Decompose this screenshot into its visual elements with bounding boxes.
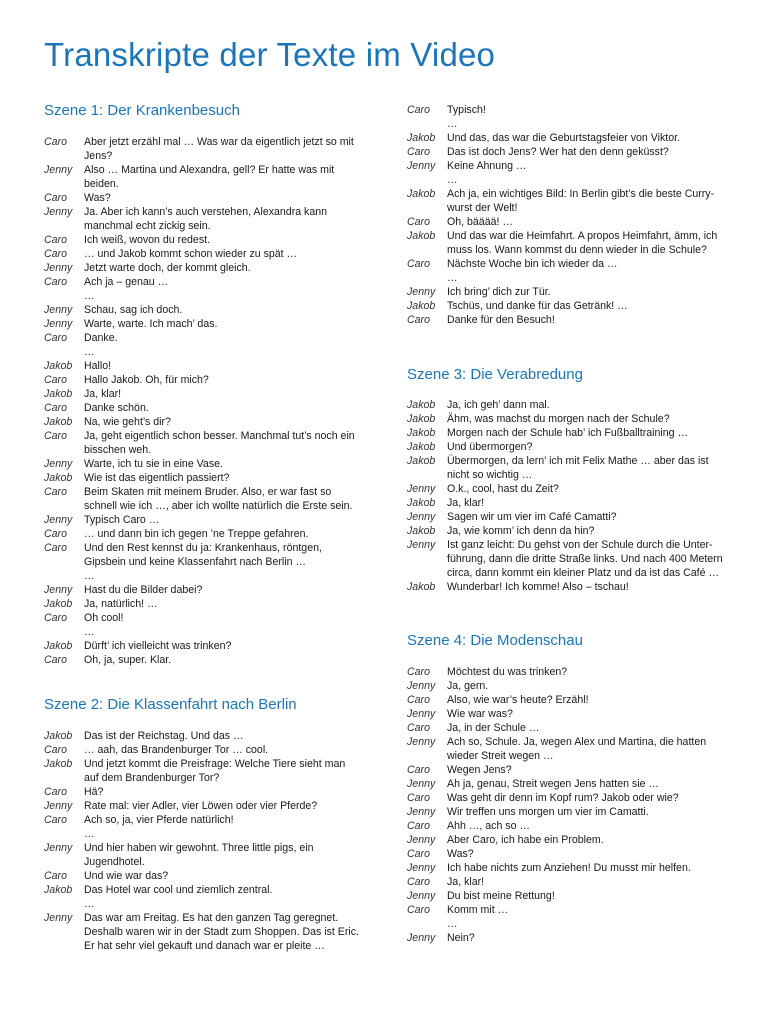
- transcript-line: [407, 903, 727, 917]
- transcript-line: [407, 875, 727, 889]
- speaker-name: Caro: [44, 332, 67, 344]
- dialogue-text: Nein?: [447, 932, 475, 944]
- dialogue-text: O.k., cool, hast du Zeit?: [447, 483, 559, 495]
- transcript-line: [44, 289, 364, 303]
- speaker-name: Jakob: [44, 884, 73, 896]
- speaker-name: Jenny: [44, 514, 73, 526]
- transcript-line: [407, 580, 727, 594]
- speaker-name: Caro: [44, 654, 67, 666]
- transcript-line: [407, 187, 727, 215]
- transcript-line: [407, 693, 727, 707]
- dialogue-text: Warte, ich tu sie in eine Vase.: [84, 458, 223, 470]
- transcript-line: [407, 159, 727, 173]
- speaker-name: Caro: [44, 528, 67, 540]
- dialogue-text: Das ist doch Jens? Wer hat den denn geküsst?: [447, 146, 669, 158]
- transcript-line: [44, 457, 364, 471]
- transcript-line: [407, 524, 727, 538]
- speaker-name: Jenny: [407, 539, 436, 551]
- transcript-line: [44, 345, 364, 359]
- transcript-line: [407, 861, 727, 875]
- scene-4-heading: Szene 4: Die Modenschau: [407, 632, 583, 649]
- transcript-line: [44, 597, 364, 611]
- transcript-line: [44, 513, 364, 527]
- speaker-name: Jenny: [407, 736, 436, 748]
- speaker-name: Caro: [44, 870, 67, 882]
- dialogue-text: Hallo Jakob. Oh, für mich?: [84, 374, 209, 386]
- dialogue-text: Ja, klar!: [447, 497, 485, 509]
- dialogue-text: Schau, sag ich doch.: [84, 304, 183, 316]
- speaker-name: Jakob: [44, 360, 73, 372]
- dialogue-text: Wegen Jens?: [447, 764, 512, 776]
- dialogue-text: Wunderbar! Ich komme! Also – tschau!: [447, 581, 629, 593]
- speaker-name: Caro: [44, 234, 67, 246]
- transcript-line: [44, 729, 364, 743]
- transcript-line: [44, 191, 364, 205]
- transcript-line: [407, 665, 727, 679]
- speaker-name: Jakob: [407, 188, 436, 200]
- scene-1-heading: Szene 1: Der Krankenbesuch: [44, 102, 240, 119]
- transcript-line: [407, 538, 727, 580]
- dialogue-text: … und Jakob kommt schon wieder zu spät …: [84, 248, 298, 260]
- dialogue-text: Und jetzt kommt die Preisfrage: Welche Tiere sieht man auf dem Brandenburger Tor?: [84, 758, 346, 784]
- speaker-name: Jenny: [407, 160, 436, 172]
- transcript-line: [44, 485, 364, 513]
- transcript-line: [407, 482, 727, 496]
- speaker-name: Caro: [44, 430, 67, 442]
- scene-2-heading: Szene 2: Die Klassenfahrt nach Berlin: [44, 696, 297, 713]
- dialogue-text: Hast du die Bilder dabei?: [84, 584, 203, 596]
- speaker-name: Jakob: [407, 399, 436, 411]
- transcript-line: [407, 271, 727, 285]
- transcript-line: [407, 833, 727, 847]
- transcript-line: [44, 911, 364, 953]
- transcript-line: [44, 373, 364, 387]
- transcript-line: [407, 847, 727, 861]
- speaker-name: Caro: [407, 904, 430, 916]
- transcript-line: [407, 229, 727, 257]
- dialogue-text: Ist ganz leicht: Du gehst von der Schule durch die Unter-führung, dann die dritte Straße links. Und nach 400 Metern circa, dann kommt ein kleiner Platz und da ist das Café …: [447, 539, 723, 579]
- transcript-line: [44, 743, 364, 757]
- speaker-name: Caro: [407, 820, 430, 832]
- transcript-line: [407, 440, 727, 454]
- speaker-name: Caro: [44, 612, 67, 624]
- transcript-line: [407, 285, 727, 299]
- transcript-line: [44, 813, 364, 827]
- dialogue-text: Jetzt warte doch, der kommt gleich.: [84, 262, 251, 274]
- dialogue-text: Ach so, ja, vier Pferde natürlich!: [84, 814, 234, 826]
- speaker-name: Caro: [44, 402, 67, 414]
- dialogue-text: …: [84, 626, 95, 638]
- speaker-name: Jenny: [44, 318, 73, 330]
- dialogue-text: Du bist meine Rettung!: [447, 890, 555, 902]
- dialogue-text: Nächste Woche bin ich wieder da …: [447, 258, 618, 270]
- dialogue-text: Oh cool!: [84, 612, 124, 624]
- transcript-line: [407, 117, 727, 131]
- speaker-name: Jenny: [407, 708, 436, 720]
- transcript-line: [44, 541, 364, 569]
- dialogue-text: Möchtest du was trinken?: [447, 666, 568, 678]
- speaker-name: Caro: [407, 216, 430, 228]
- transcript-line: [407, 931, 727, 945]
- dialogue-text: Na, wie geht’s dir?: [84, 416, 171, 428]
- dialogue-text: Keine Ahnung …: [447, 160, 527, 172]
- transcript-line: [44, 415, 364, 429]
- speaker-name: Caro: [407, 666, 430, 678]
- dialogue-text: Ja, geht eigentlich schon besser. Manchmal tut’s noch ein bisschen weh.: [84, 430, 355, 456]
- speaker-name: Jakob: [407, 441, 436, 453]
- scene-4-transcript: [407, 665, 727, 945]
- dialogue-text: Und wie war das?: [84, 870, 169, 882]
- transcript-line: [44, 611, 364, 625]
- transcript-line: [44, 471, 364, 485]
- dialogue-text: Ich weiß, wovon du redest.: [84, 234, 211, 246]
- transcript-line: [44, 303, 364, 317]
- dialogue-text: Ich bring’ dich zur Tür.: [447, 286, 551, 298]
- scene-2-transcript-continued: [407, 103, 727, 327]
- transcript-line: [44, 897, 364, 911]
- dialogue-text: Also, wie war’s heute? Erzähl!: [447, 694, 589, 706]
- transcript-line: [44, 799, 364, 813]
- transcript-line: [44, 883, 364, 897]
- speaker-name: Caro: [407, 314, 430, 326]
- speaker-name: Jakob: [407, 497, 436, 509]
- speaker-name: Caro: [407, 876, 430, 888]
- speaker-name: Jenny: [407, 932, 436, 944]
- speaker-name: [407, 173, 447, 187]
- speaker-name: Jenny: [407, 862, 436, 874]
- speaker-name: Caro: [44, 542, 67, 554]
- transcript-line: [44, 639, 364, 653]
- speaker-name: [44, 827, 84, 841]
- speaker-name: Caro: [407, 792, 430, 804]
- dialogue-text: Rate mal: vier Adler, vier Löwen oder vier Pferde?: [84, 800, 318, 812]
- speaker-name: Caro: [44, 374, 67, 386]
- speaker-name: Caro: [44, 248, 67, 260]
- transcript-line: [44, 317, 364, 331]
- dialogue-text: Was geht dir denn im Kopf rum? Jakob oder wie?: [447, 792, 679, 804]
- dialogue-text: Ah ja, genau, Streit wegen Jens hatten sie …: [447, 778, 660, 790]
- dialogue-text: Ja, klar!: [84, 388, 122, 400]
- transcript-line: [44, 247, 364, 261]
- speaker-name: Jenny: [44, 912, 73, 924]
- speaker-name: Caro: [44, 192, 67, 204]
- speaker-name: Jakob: [407, 230, 436, 242]
- dialogue-text: Ja. Aber ich kann’s auch verstehen, Alexandra kann manchmal echt zickig sein.: [84, 206, 328, 232]
- transcript-line: [44, 401, 364, 415]
- transcript-line: [44, 569, 364, 583]
- transcript-line: [407, 103, 727, 117]
- transcript-line: [407, 763, 727, 777]
- speaker-name: Caro: [407, 764, 430, 776]
- transcript-line: [44, 387, 364, 401]
- transcript-line: [407, 412, 727, 426]
- transcript-line: [44, 757, 364, 785]
- speaker-name: Jakob: [44, 598, 73, 610]
- speaker-name: Jakob: [407, 581, 436, 593]
- dialogue-text: Übermorgen, da lern’ ich mit Felix Mathe … aber das ist nicht so wichtig …: [447, 455, 709, 481]
- dialogue-text: …: [84, 290, 95, 302]
- speaker-name: Jenny: [44, 206, 73, 218]
- dialogue-text: Warte, warte. Ich mach’ das.: [84, 318, 218, 330]
- dialogue-text: Wie war was?: [447, 708, 513, 720]
- speaker-name: Caro: [44, 786, 67, 798]
- transcript-line: [44, 359, 364, 373]
- dialogue-text: Und das war die Heimfahrt. A propos Heimfahrt, ämm, ich muss los. Wann kommst du denn wieder in die Schule?: [447, 230, 718, 256]
- dialogue-text: Ja, natürlich! …: [84, 598, 158, 610]
- dialogue-text: …: [447, 118, 458, 130]
- speaker-name: Jakob: [44, 758, 73, 770]
- speaker-name: [44, 289, 84, 303]
- dialogue-text: Und den Rest kennst du ja: Krankenhaus, röntgen, Gipsbein und keine Klassenfahrt nach Berlin …: [84, 542, 322, 568]
- transcript-line: [407, 707, 727, 721]
- transcript-line: [44, 625, 364, 639]
- transcript-line: [44, 527, 364, 541]
- transcript-line: [44, 869, 364, 883]
- speaker-name: Jenny: [44, 800, 73, 812]
- dialogue-text: Ja, in der Schule …: [447, 722, 540, 734]
- dialogue-text: Aber jetzt erzähl mal … Was war da eigentlich jetzt so mit Jens?: [84, 136, 354, 162]
- dialogue-text: Oh, ja, super. Klar.: [84, 654, 172, 666]
- dialogue-text: Ähm, was machst du morgen nach der Schule?: [447, 413, 670, 425]
- transcript-line: [407, 145, 727, 159]
- dialogue-text: … aah, das Brandenburger Tor … cool.: [84, 744, 269, 756]
- dialogue-text: Tschüs, und danke für das Getränk! …: [447, 300, 628, 312]
- dialogue-text: Wie ist das eigentlich passiert?: [84, 472, 230, 484]
- dialogue-text: Das ist der Reichstag. Und das …: [84, 730, 244, 742]
- transcript-line: [407, 313, 727, 327]
- dialogue-text: Das war am Freitag. Es hat den ganzen Tag geregnet. Deshalb waren wir in der Stadt zum Shoppen. Das ist Eric. Er hat sehr viel gekauft und danach war er pleite …: [84, 912, 359, 952]
- dialogue-text: Ich habe nichts zum Anziehen! Du musst mir helfen.: [447, 862, 691, 874]
- dialogue-text: Also … Martina und Alexandra, gell? Er hatte was mit beiden.: [84, 164, 335, 190]
- speaker-name: Jakob: [407, 525, 436, 537]
- transcript-line: [44, 583, 364, 597]
- speaker-name: [44, 897, 84, 911]
- dialogue-text: Danke für den Besuch!: [447, 314, 555, 326]
- speaker-name: Jenny: [407, 286, 436, 298]
- speaker-name: Caro: [407, 146, 430, 158]
- dialogue-text: …: [84, 570, 95, 582]
- speaker-name: Jakob: [407, 132, 436, 144]
- dialogue-text: Ach so, Schule. Ja, wegen Alex und Martina, die hatten wieder Streit wegen …: [447, 736, 707, 762]
- speaker-name: Caro: [407, 848, 430, 860]
- speaker-name: Jakob: [44, 416, 73, 428]
- dialogue-text: Das Hotel war cool und ziemlich zentral.: [84, 884, 273, 896]
- speaker-name: [407, 917, 447, 931]
- dialogue-text: Wir treffen uns morgen um vier im Camatti.: [447, 806, 649, 818]
- scene-3-heading: Szene 3: Die Verabredung: [407, 366, 583, 383]
- transcript-line: [44, 653, 364, 667]
- dialogue-text: …: [84, 828, 95, 840]
- dialogue-text: Sagen wir um vier im Café Camatti?: [447, 511, 617, 523]
- transcript-line: [44, 827, 364, 841]
- speaker-name: Caro: [44, 744, 67, 756]
- dialogue-text: Ja, ich geh’ dann mal.: [447, 399, 550, 411]
- transcript-line: [407, 426, 727, 440]
- scene-1-transcript: [44, 135, 364, 667]
- dialogue-text: …: [447, 272, 458, 284]
- dialogue-text: Danke schön.: [84, 402, 149, 414]
- dialogue-text: Aber Caro, ich habe ein Problem.: [447, 834, 604, 846]
- page-title: Transkripte der Texte im Video: [44, 36, 496, 73]
- transcript-line: [407, 679, 727, 693]
- dialogue-text: Ja, klar!: [447, 876, 485, 888]
- dialogue-text: Und übermorgen?: [447, 441, 533, 453]
- speaker-name: Jenny: [407, 806, 436, 818]
- transcript-line: [407, 735, 727, 763]
- scene-2-transcript: [44, 729, 364, 953]
- speaker-name: Jakob: [407, 413, 436, 425]
- speaker-name: Jakob: [44, 730, 73, 742]
- speaker-name: Jenny: [44, 842, 73, 854]
- transcript-line: [407, 299, 727, 313]
- transcript-line: [407, 173, 727, 187]
- speaker-name: Caro: [407, 258, 430, 270]
- speaker-name: Jakob: [44, 640, 73, 652]
- speaker-name: Caro: [44, 276, 67, 288]
- speaker-name: Jenny: [44, 458, 73, 470]
- transcript-line: [407, 791, 727, 805]
- dialogue-text: …: [84, 898, 95, 910]
- transcript-line: [407, 819, 727, 833]
- dialogue-text: Typisch Caro …: [84, 514, 160, 526]
- dialogue-text: Danke.: [84, 332, 118, 344]
- dialogue-text: Oh, bääää! …: [447, 216, 513, 228]
- speaker-name: Jenny: [44, 584, 73, 596]
- transcript-line: [44, 163, 364, 191]
- speaker-name: Jenny: [407, 778, 436, 790]
- dialogue-text: …: [447, 918, 458, 930]
- dialogue-text: Ach ja, ein wichtiges Bild: In Berlin gibt’s die beste Curry-wurst der Welt!: [447, 188, 715, 214]
- speaker-name: Jakob: [407, 455, 436, 467]
- scene-3-transcript: [407, 398, 727, 594]
- speaker-name: [44, 625, 84, 639]
- speaker-name: Caro: [407, 722, 430, 734]
- transcript-line: [44, 331, 364, 345]
- speaker-name: Caro: [44, 136, 67, 148]
- transcript-line: [44, 205, 364, 233]
- speaker-name: Jenny: [407, 834, 436, 846]
- speaker-name: Caro: [407, 104, 430, 116]
- dialogue-text: …: [447, 174, 458, 186]
- transcript-line: [44, 135, 364, 163]
- speaker-name: Caro: [407, 694, 430, 706]
- transcript-line: [407, 257, 727, 271]
- transcript-line: [44, 261, 364, 275]
- transcript-line: [407, 454, 727, 482]
- speaker-name: [407, 117, 447, 131]
- transcript-line: [44, 841, 364, 869]
- transcript-line: [407, 777, 727, 791]
- transcript-line: [44, 233, 364, 247]
- dialogue-text: Ahh …, ach so …: [447, 820, 531, 832]
- dialogue-text: … und dann bin ich gegen ’ne Treppe gefahren.: [84, 528, 309, 540]
- speaker-name: [44, 345, 84, 359]
- transcript-line: [407, 721, 727, 735]
- transcript-line: [407, 398, 727, 412]
- dialogue-text: Was?: [447, 848, 474, 860]
- transcript-line: [44, 429, 364, 457]
- transcript-line: [407, 889, 727, 903]
- dialogue-text: Beim Skaten mit meinem Bruder. Also, er war fast so schnell wie ich …, aber ich wollte natürlich die Erste sein.: [84, 486, 353, 512]
- speaker-name: Jakob: [44, 388, 73, 400]
- dialogue-text: Ja, wie komm’ ich denn da hin?: [447, 525, 595, 537]
- transcript-line: [407, 496, 727, 510]
- dialogue-text: Was?: [84, 192, 111, 204]
- transcript-line: [44, 275, 364, 289]
- transcript-line: [407, 805, 727, 819]
- speaker-name: Jenny: [407, 890, 436, 902]
- transcript-line: [407, 917, 727, 931]
- speaker-name: Caro: [44, 486, 67, 498]
- speaker-name: Jakob: [407, 427, 436, 439]
- speaker-name: Jakob: [44, 472, 73, 484]
- dialogue-text: Ach ja – genau …: [84, 276, 169, 288]
- dialogue-text: Dürft’ ich vielleicht was trinken?: [84, 640, 232, 652]
- transcript-line: [44, 785, 364, 799]
- speaker-name: Jenny: [407, 511, 436, 523]
- speaker-name: Jenny: [407, 680, 436, 692]
- dialogue-text: Morgen nach der Schule hab’ ich Fußballtraining …: [447, 427, 689, 439]
- dialogue-text: Hallo!: [84, 360, 112, 372]
- dialogue-text: Typisch!: [447, 104, 486, 116]
- transcript-line: [407, 215, 727, 229]
- dialogue-text: Komm mit …: [447, 904, 509, 916]
- speaker-name: [407, 271, 447, 285]
- dialogue-text: Und hier haben wir gewohnt. Three little pigs, ein Jugendhotel.: [84, 842, 314, 868]
- speaker-name: Jakob: [407, 300, 436, 312]
- transcript-line: [407, 131, 727, 145]
- speaker-name: Jenny: [407, 483, 436, 495]
- dialogue-text: …: [84, 346, 95, 358]
- transcript-line: [407, 510, 727, 524]
- dialogue-text: Und das, das war die Geburtstagsfeier von Viktor.: [447, 132, 680, 144]
- speaker-name: Jenny: [44, 164, 73, 176]
- dialogue-text: Ja, gern.: [447, 680, 489, 692]
- dialogue-text: Hä?: [84, 786, 104, 798]
- speaker-name: Jenny: [44, 262, 73, 274]
- speaker-name: Jenny: [44, 304, 73, 316]
- speaker-name: [44, 569, 84, 583]
- speaker-name: Caro: [44, 814, 67, 826]
